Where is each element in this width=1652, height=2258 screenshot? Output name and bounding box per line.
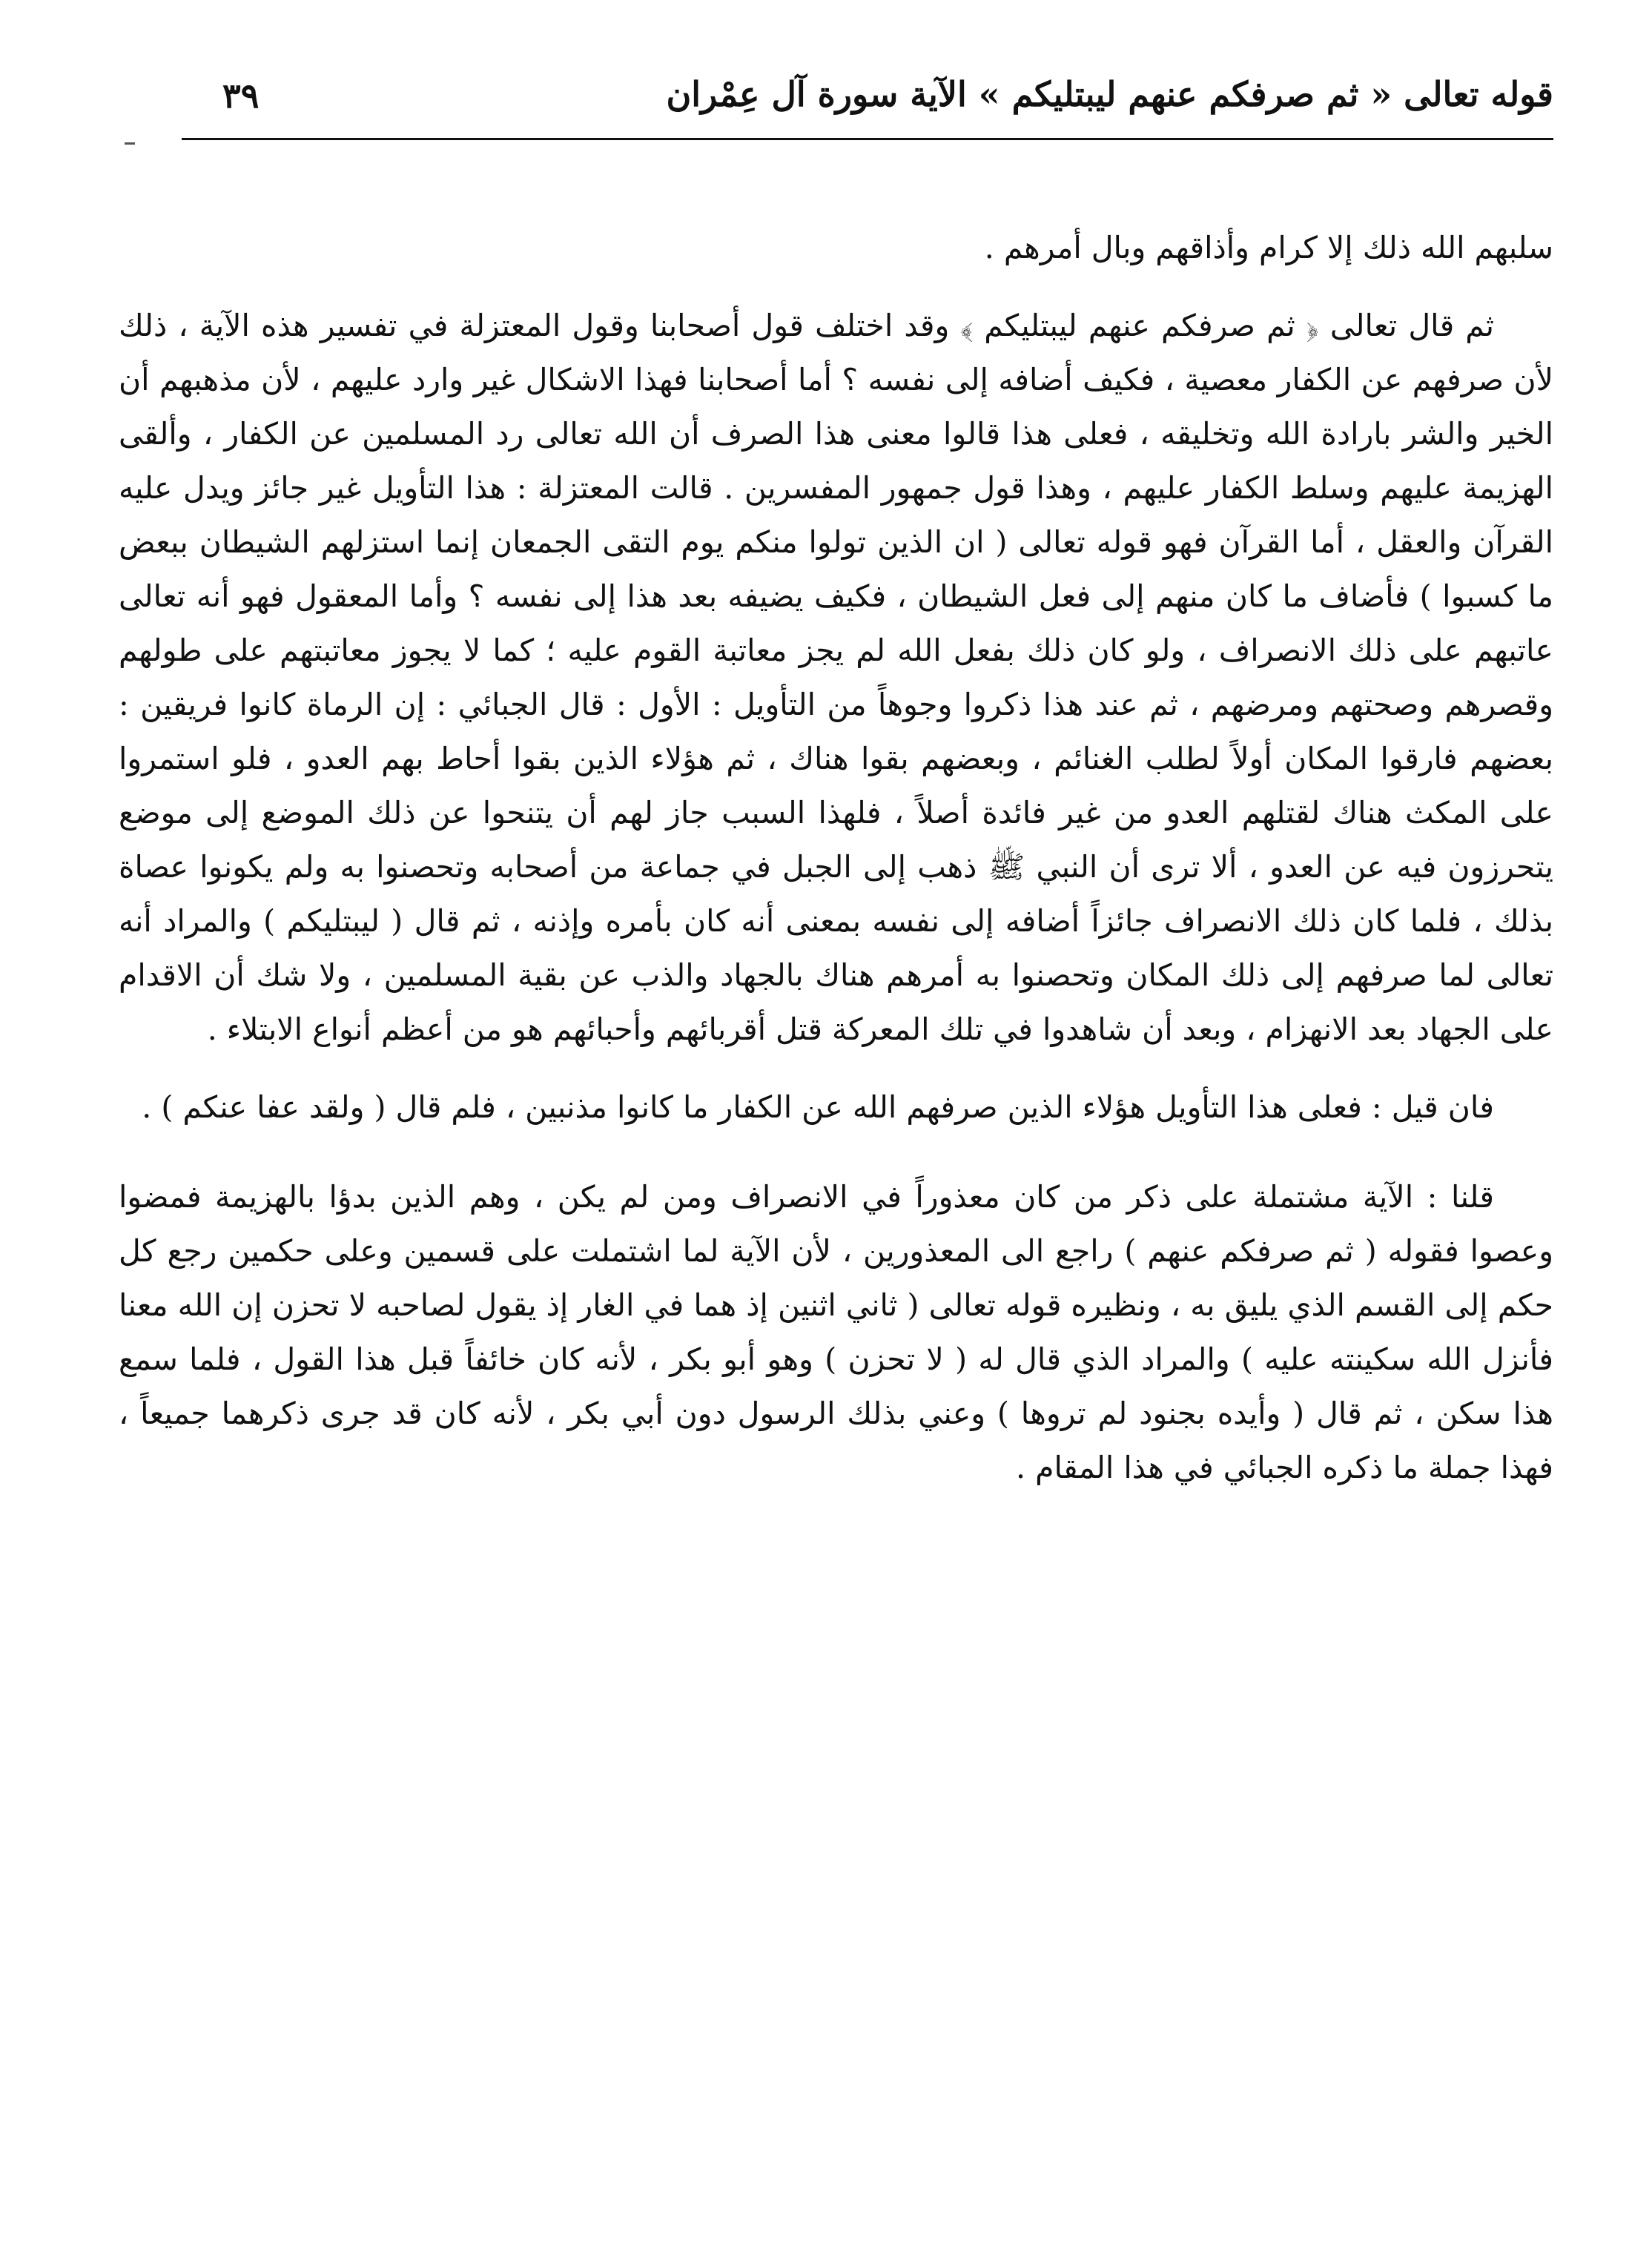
paragraph-1: سلبهم الله ذلك إلا كرام وأذاقهم وبال أمرهم . — [984, 230, 1553, 265]
running-header — [182, 74, 1553, 133]
paragraph-4: قلنا : الآية مشتملة على ذكر من كان معذوراً في الانصراف ومن لم يكن ، وهم الذين بدؤا بالهزيمة فمضوا وعصوا فقوله ( ثم صرفكم عنهم ) راجع الى المعذورين ، لأن الآية لما اشتملت على قسمين وعلى حكمين رجع كل حكم إلى القسم الذي يليق به ، ونظيره قوله تعالى ( ثاني اثنين إذ هما في الغار إذ يقول لصاحبه لا تحزن إن الله معنا فأنزل الله سكينته عليه ) والمراد الذي قال له ( لا تحزن ) وهو أبو بكر ، لأنه كان خائفاً قبل هذا القول ، فلما سمع هذا سكن ، ثم قال ( وأيده بجنود لم تروها ) وعني بذلك الرسول دون أبي بكر ، لأنه كان قد جرى ذكرهما جميعاً ، فهذا جملة ما ذكره الجبائي في هذا المقام . — [119, 1179, 1553, 1485]
scan-speck — [125, 142, 135, 145]
paragraph-2: ثم قال تعالى ﴿ ثم صرفكم عنهم ليبتليكم ﴾ وقد اختلف قول أصحابنا وقول المعتزلة في تفسير هذه الآية ، ذلك لأن صرفهم عن الكفار معصية ، فكيف أضافه إلى نفسه ؟ أما أصحابنا فهذا الاشكال غير وارد عليهم ، لأن مذهبهم أن الخير والشر بارادة الله وتخليقه ، فعلى هذا قالوا معنى هذا الصرف أن الله تعالى رد المسلمين عن الكفار ، وألقى الهزيمة عليهم وسلط الكفار عليهم ، وهذا قول جمهور المفسرين . قالت المعتزلة : هذا التأويل غير جائز ويدل عليه القرآن والعقل ، أما القرآن فهو قوله تعالى ( ان الذين تولوا منكم يوم التقى الجمعان إنما استزلهم الشيطان ببعض ما كسبوا ) فأضاف ما كان منهم إلى فعل الشيطان ، فكيف يضيفه بعد هذا إلى نفسه ؟ وأما المعقول فهو أنه تعالى عاتبهم على ذلك الانصراف ، ولو كان ذلك بفعل الله لم يجز معاتبة القوم عليه ؛ كما لا يجوز معاتبتهم على طولهم وقصرهم وصحتهم ومرضهم ، ثم عند هذا ذكروا وجوهاً من التأويل : الأول : قال الجبائي : إن الرماة كانوا فريقين : بعضهم فارقوا المكان أولاً لطلب الغنائم ، وبعضهم بقوا هناك ، ثم هؤلاء الذين بقوا أحاط بهم العدو ، فلو استمروا على المكث هناك لقتلهم العدو من غير فائدة أصلاً ، فلهذا السبب جاز لهم أن يتنحوا عن ذلك الموضع إلى موضع يتحرزون فيه عن العدو ، ألا ترى أن النبي ﷺ ذهب إلى الجبل في جماعة من أصحابه وتحصنوا به ولم يكونوا عصاة بذلك ، فلما كان ذلك الانصراف جائزاً أضافه إلى نفسه بمعنى أنه كان بأمره وإذنه ، ثم قال ( ليبتليكم ) والمراد أنه تعالى لما صرفهم إلى ذلك المكان وتحصنوا به أمرهم هناك بالجهاد والذب عن بقية المسلمين ، ولا شك أن الاقدام على الجهاد بعد الانهزام ، وبعد أن شاهدوا في تلك المعركة قتل أقربائهم وأحبائهم هو من أعظم أنواع الابتلاء . — [119, 308, 1553, 1047]
page-number: ٣٩ — [222, 76, 260, 116]
header-title: قوله تعالى « ثم صرفكم عنهم ليبتليكم » الآية سورة آل عِمْران — [666, 74, 1553, 114]
body-text — [119, 221, 1553, 1495]
header-rule — [182, 138, 1553, 140]
paragraph-3: فان قيل : فعلى هذا التأويل هؤلاء الذين صرفهم الله عن الكفار ما كانوا مذنبين ، فلم قال ( ولقد عفا عنكم ) . — [142, 1089, 1494, 1125]
